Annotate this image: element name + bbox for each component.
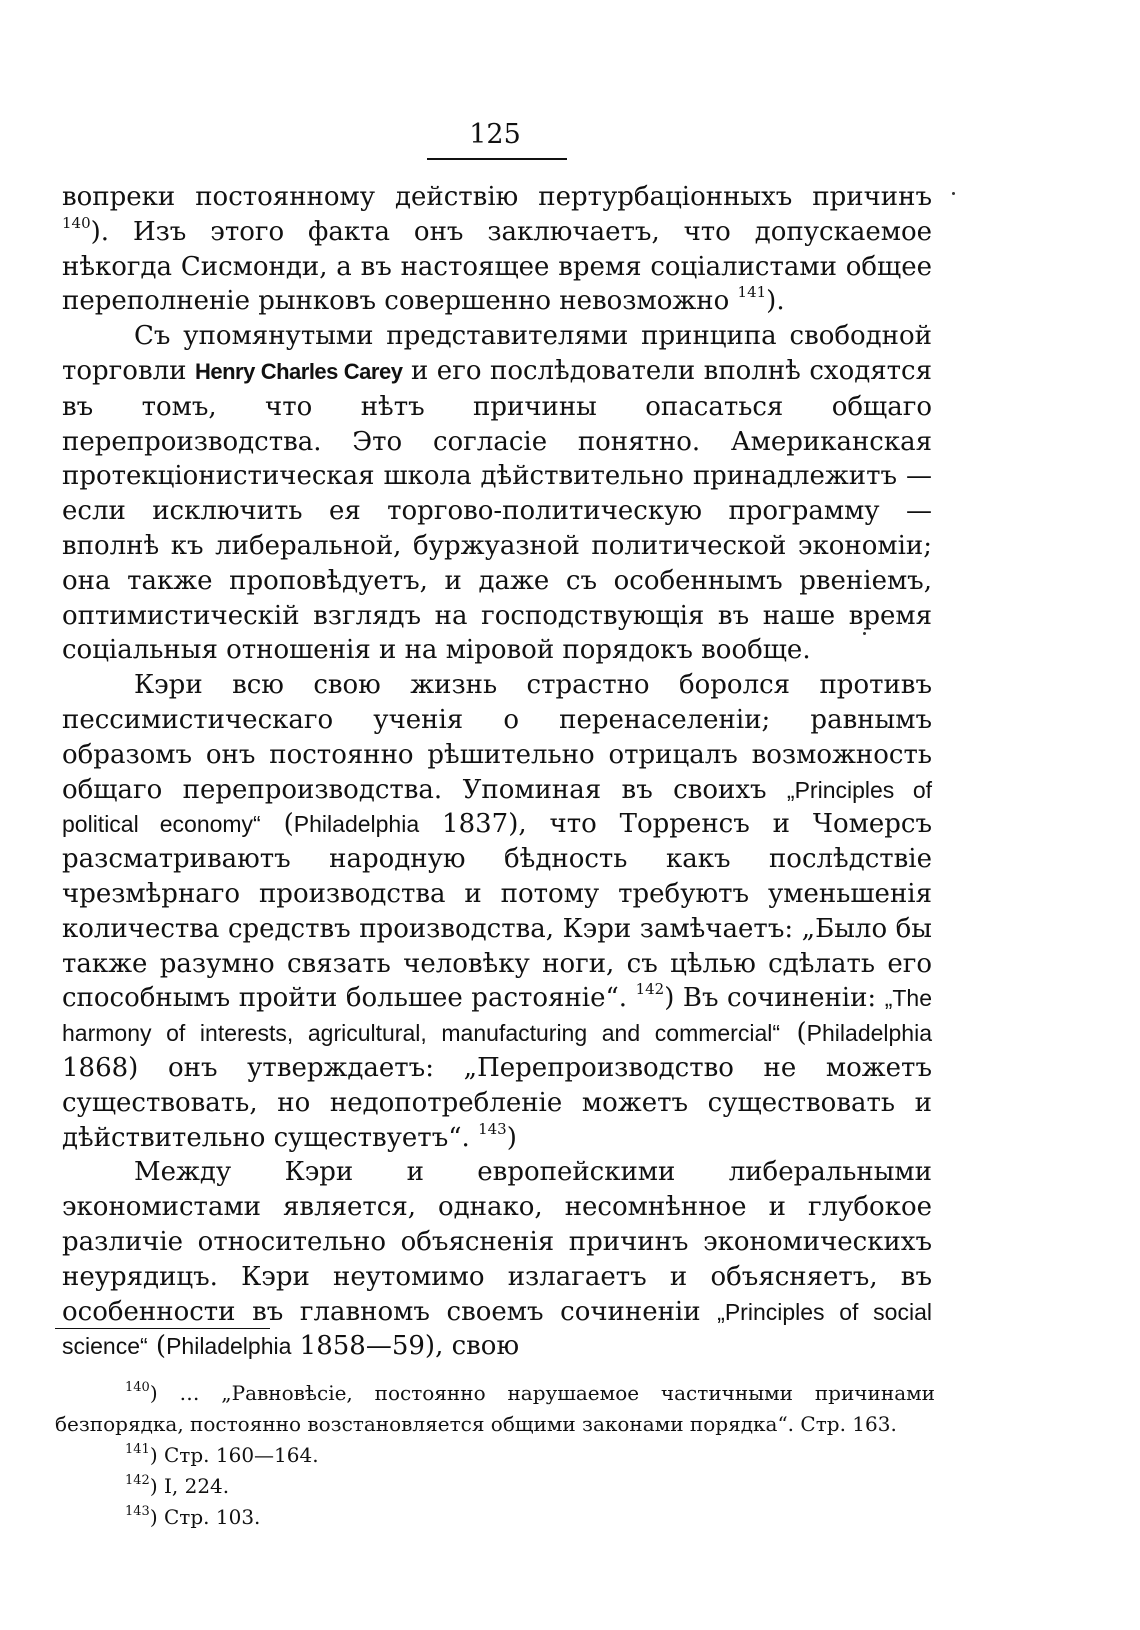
page-number-rule bbox=[427, 158, 567, 160]
text-run: и его послѣдователи вполнѣ сходятся въ томъ, что нѣтъ причины опасаться общаго перепроизводства. Это согласіе понятно. Американская протекціонистическая школа дѣйствительно принадлежитъ — если исключить ея торгово-политическую программу — вполнѣ къ либеральной, буржуазной политической экономіи; она также проповѣдуетъ, и даже съ особеннымъ рвеніемъ, оптимистическій взглядъ на господствующія въ наше время соціальныя отношенія и на міровой порядокъ вообще. bbox=[62, 355, 932, 666]
paragraph bbox=[62, 1155, 932, 1364]
paragraph bbox=[62, 180, 932, 319]
footnote-item bbox=[55, 1440, 935, 1471]
footnotes bbox=[55, 1378, 935, 1533]
text-run: ( bbox=[147, 1331, 167, 1362]
person-name: Henry Charles Carey bbox=[194, 358, 403, 384]
footnote-ref: 142 bbox=[635, 980, 665, 999]
latin-title: „The harmony of interests, agricultural, manufacturing and commercial“ bbox=[62, 985, 932, 1047]
text-run: 1837), что Торренсъ и Чомерсъ разсматриваютъ народную бѣдность какъ послѣдствіе чрезмѣрнаго производства и потому требуютъ уменьшенія количества средствъ производства, Кэри замѣчаетъ: „Было бы также разумно связать человѣку ноги, съ цѣлью сдѣлать его способнымъ пройти большее растояніе“. bbox=[62, 809, 932, 1014]
footnote-text: ) Стр. 160—164. bbox=[149, 1443, 319, 1467]
text-run: Съ упомянутыми представителями принципа свободной торговли bbox=[62, 321, 932, 386]
footnote-number: 143 bbox=[125, 1504, 150, 1519]
footnote-number: 140 bbox=[125, 1380, 150, 1395]
footnote-separator bbox=[55, 1328, 270, 1329]
text-run: Кэри всю свою жизнь страстно боролся противъ пессимистическаго ученія о перенаселеніи; равнымъ образомъ онъ постоянно рѣшительно отрицалъ возможность общаго перепроизводства. Упоминая въ своихъ bbox=[62, 670, 932, 805]
paragraph bbox=[62, 319, 932, 668]
text-run: 1868) онъ утверждаетъ: „Перепроизводство не можетъ существовать, но недопотребленіе можетъ существовать и дѣйствительно существуетъ“. bbox=[62, 1052, 932, 1153]
footnote-item bbox=[55, 1378, 935, 1440]
footnote-text: ) … „Равновѣсіе, постоянно нарушаемое частичными причинами безпорядка, постоянно возстановляется общими законами порядка“. Стр. 163. bbox=[55, 1381, 935, 1436]
footnote-ref: 140 bbox=[62, 213, 91, 232]
paragraph bbox=[62, 668, 932, 1155]
scan-speck bbox=[863, 632, 866, 635]
text-run: ( bbox=[780, 1018, 807, 1049]
text-run: ( bbox=[260, 809, 294, 840]
footnote-ref: 143 bbox=[478, 1119, 507, 1138]
footnote-text: ) I, 224. bbox=[149, 1474, 230, 1498]
scan-speck bbox=[952, 192, 955, 195]
text-run: ). Изъ этого факта онъ заключаетъ, что допускаемое нѣкогда Сисмонди, а въ настоящее время соціалистами общее переполненіе рынковъ совершенно невозможно bbox=[62, 216, 932, 317]
latin-title: Philadelphia bbox=[166, 1333, 292, 1360]
page-number: 125 bbox=[469, 119, 521, 150]
latin-title: „Principles of social science“ bbox=[62, 1298, 932, 1360]
text-run: ) Въ сочиненіи: bbox=[664, 983, 885, 1014]
latin-title: Philadelphia bbox=[293, 811, 420, 838]
text-run: ). bbox=[766, 286, 785, 317]
footnote-item bbox=[55, 1471, 935, 1502]
text-run: ) bbox=[506, 1122, 517, 1153]
footnote-item bbox=[55, 1502, 935, 1533]
footnote-number: 142 bbox=[125, 1473, 150, 1488]
main-text bbox=[62, 180, 932, 1364]
text-run: 1858—59), свою bbox=[291, 1331, 520, 1362]
text-run: Между Кэри и европейскими либеральными экономистами является, однако, несомнѣнное и глубокое различіе относительно объясненія причинъ экономическихъ неурядицъ. Кэри неутомимо излагаетъ и объясняетъ, въ особенности въ главномъ своемъ сочиненіи bbox=[62, 1157, 932, 1327]
footnote-ref: 141 bbox=[737, 283, 767, 302]
text-run: вопреки постоянному действію пертурбаціонныхъ причинъ bbox=[62, 182, 932, 212]
latin-title: Philadelphia bbox=[806, 1020, 932, 1047]
footnote-text: ) Стр. 103. bbox=[149, 1505, 261, 1529]
footnote-number: 141 bbox=[125, 1442, 150, 1457]
latin-title: „Principles of political economy“ bbox=[62, 776, 932, 838]
